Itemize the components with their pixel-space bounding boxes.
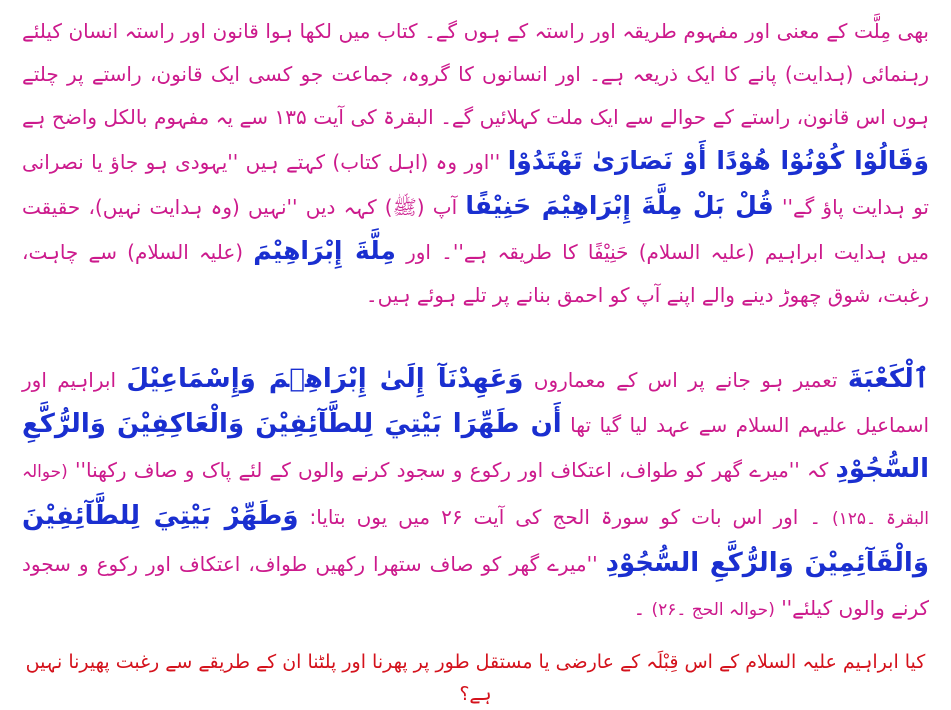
para1-quran-quote-2: قُلْ بَلْ مِلَّةَ إِبْرَاهِيْمَ حَنِيْفًا — [465, 191, 774, 220]
para2-arabic-4: وَطَهِّرْ بَيْتِيَ لِلطَّآئِفِيْنَ وَالْقَآئِمِيْنَ وَالرُّكَّعِ السُّجُوْدِ — [22, 501, 929, 578]
para2-arabic-1: ٱلْكَعْبَةَ — [847, 364, 930, 394]
para2-arabic-2: وَعَهِدْنَآ إِلَىٰ إِبْرَاهِ‍ۧمَ وَإِسْمَاعِيْلَ — [126, 364, 524, 394]
paragraph-one — [22, 10, 929, 317]
para2-reference-1: (حوالہ البقرۃ ۔۱۲۵) — [22, 462, 930, 529]
paragraph-two — [22, 357, 929, 632]
para1-quran-quote-1: وَقَالُوْا كُوْنُوْا هُوْدًا أَوْ نَصَارَىٰ تَهْتَدُوْا — [507, 146, 929, 175]
para2-segment-5: ''میرے گھر کو صاف ستھرا رکھیں طواف، اعتکاف اور رکوع و سجود کرنے والوں کیلئے'' — [22, 552, 929, 620]
para1-segment-3: آپ (ﷺ) کہہ دیں ''نہیں (وہ ہدایت نہیں)، حقیقت میں ہدایت ابراہیم (علیہ السلام) حَنِيْفًا کا طریقہ ہے''۔ اور — [22, 195, 930, 264]
para2-segment-1: تعمیر ہو جانے پر اس کے معماروں — [533, 368, 838, 392]
para2-segment-6: ۔ — [633, 596, 646, 620]
para2-arabic-3: أَن طَهِّرَا بَيْتِيَ لِلطَّآئِفِيْنَ وَالْعَاكِفِيْنَ وَالرُّكَّعِ السُّجُوْدِ — [22, 409, 930, 484]
para1-arabic-inline: مِلَّةَ إِبْرَاهِيْمَ — [253, 236, 396, 265]
para2-reference-2: (حوالہ الحج ۔۲۶) — [651, 600, 775, 620]
para2-segment-2: ابراہیم اور اسماعیل علیہم السلام سے عہد لیا گیا تھا — [22, 368, 930, 437]
para2-segment-3: کہ ''میرے گھر کو طواف، اعتکاف اور رکوع و سجود کرنے والوں کے لئے پاک و صاف رکھنا'' — [75, 458, 829, 482]
para1-segment-4: (علیہ السلام) سے چاہت، رغبت، شوق چھوڑ دینے والے اپنے آپ کو احمق بنانے پر تلے ہوئے ہیں۔ — [22, 240, 929, 307]
para1-segment-1: بھی مِلَّت کے معنی اور مفہوم طریقہ اور راستہ کے ہوں گے۔ کتاب میں لکھا ہوا قانون اور راستہ انسان کیلئے رہنمائی (ہدایت) پانے کا ایک ذریعہ ہے۔ اور انسانوں کا گروہ، جماعت جو کسی ایک قانون، راستے پر چلتے ہوں اس قانون، راستے کے حوالے سے ایک ملت کہلائیں گے۔ البقرۃ کی آیت ۱۳۵ سے یہ مفہوم بالکل واضح ہے — [22, 19, 929, 129]
para1-segment-2: ''اور وہ (اہل کتاب) کہتے ہیں ''یہودی ہو جاؤ یا نصرانی تو ہدایت پاؤ گے'' — [22, 150, 930, 219]
paragraph-three-question: کیا ابراہیم علیہ السلام کے اس قِبْلَہ کے عارضی یا مستقل طور پر پھرنا اور پلٹنا ان کے طریقے سے رغبت پھیرنا نہیں ہے؟ — [25, 651, 926, 705]
para2-segment-4: ۔ اور اس بات کو سورۃ الحج کی آیت ۲۶ میں یوں بتایا: — [309, 505, 822, 529]
paragraph-spacer — [22, 323, 929, 357]
